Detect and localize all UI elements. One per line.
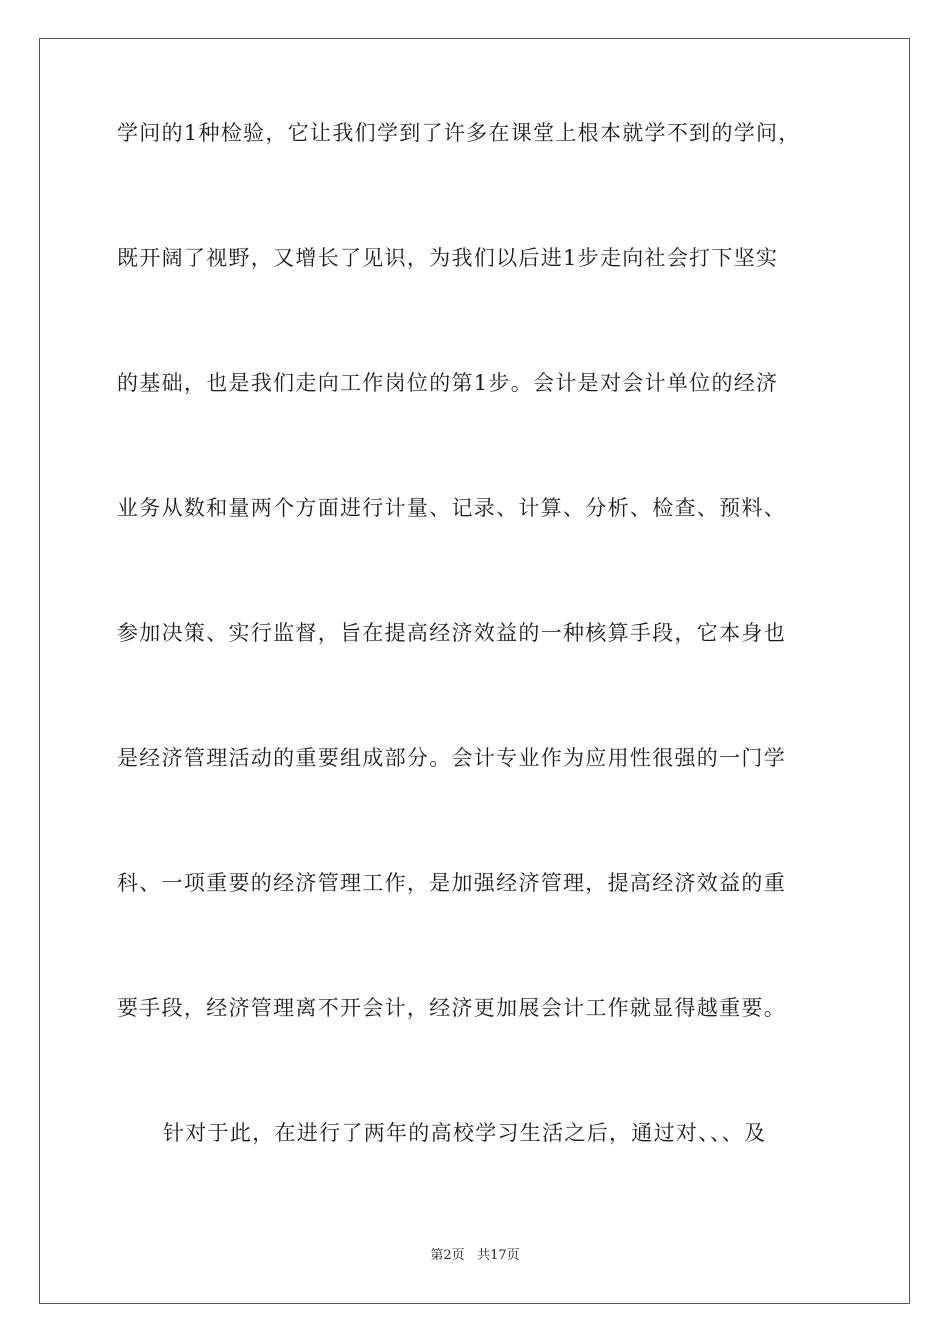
text-line-1: 学问的1种检验，它让我们学到了许多在课堂上根本就学不到的学问， xyxy=(117,121,801,145)
page-footer xyxy=(0,1247,950,1265)
text-line-8: 要手段，经济管理离不开会计，经济更加展会计工作就显得越重要。 xyxy=(117,996,786,1020)
text-line-5: 参加决策、实行监督，旨在提高经济效益的一种核算手段，它本身也 xyxy=(117,621,786,645)
text-line-6: 是经济管理活动的重要组成部分。会计专业作为应用性很强的一门学 xyxy=(117,746,786,770)
text-line-2: 既开阔了视野，又增长了见识，为我们以后进1步走向社会打下坚实 xyxy=(117,246,779,270)
body-text xyxy=(117,118,837,1243)
text-line-7: 科、一项重要的经济管理工作，是加强经济管理，提高经济效益的重 xyxy=(117,871,786,895)
text-line-3: 的基础，也是我们走向工作岗位的第1步。会计是对会计单位的经济 xyxy=(117,371,779,395)
page-number: 第2页 xyxy=(430,1248,465,1263)
text-line-4: 业务从数和量两个方面进行计量、记录、计算、分析、检查、预料、 xyxy=(117,496,786,520)
text-line-9-paragraph-start: 针对于此，在进行了两年的高校学习生活之后，通过对、、、及 xyxy=(163,1121,767,1145)
page-total: 共17页 xyxy=(477,1248,520,1263)
